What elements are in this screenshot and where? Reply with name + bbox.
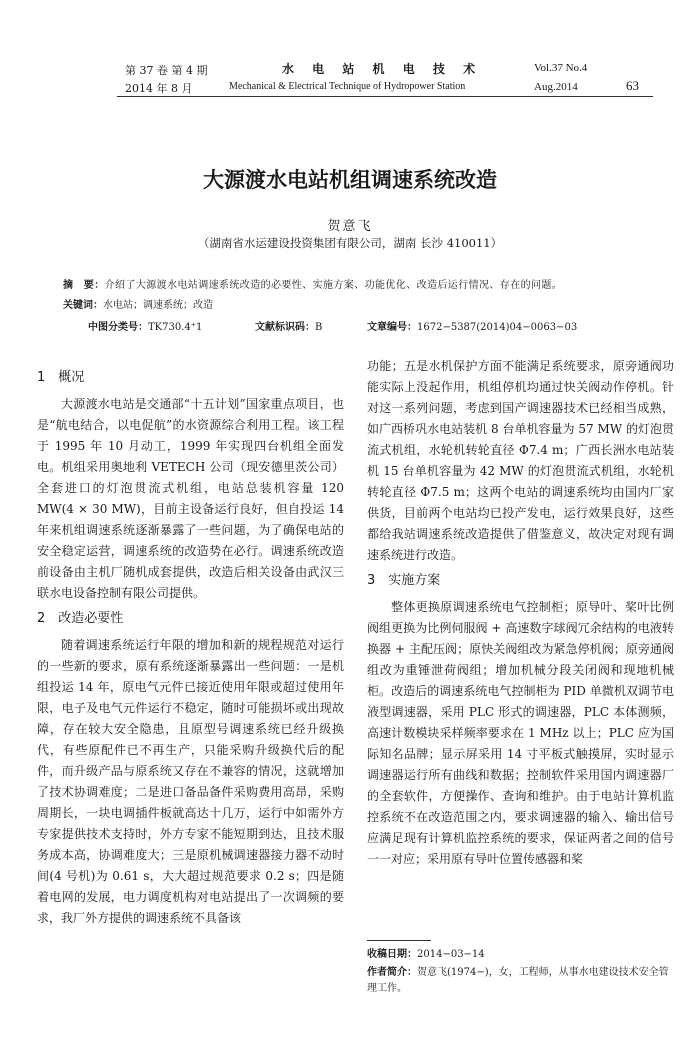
journal-volume-issue-english: Vol.37 No.4 (534, 62, 588, 74)
right-column (367, 356, 674, 870)
keywords (63, 296, 213, 311)
article-author: 贺意飞 (327, 219, 373, 234)
section-1-paragraph: 大源渡水电站是交通部“十五计划”国家重点项目，也是“航电结合，以电促航”的水资源综合利用工程。该工程于 1995 年 10 月动工，1999 年实现四台机组全面发电。机组采用奥地利 VETECH 公司（现安德里茨公司）全套进口的灯泡贯流式机组，电站总装机容量 120 MW(4 × 30 MW)，目前主设备运行良好，但自投运 14 年来机组调速系统逐渐暴露了一些问题，为了确保电站的安全稳定运营，调速系统的改造势在必行。调速系统改造前设备由主机厂随机成套提供，改造后相关设备由武汉三联水电设备控制有限公司提供。 (37, 397, 344, 600)
section-1-heading: 1 概况 (37, 370, 85, 385)
abstract (63, 276, 562, 291)
article-title: 大源渡水电站机组调速系统改造 (203, 168, 497, 192)
header-rule (117, 96, 653, 97)
page-number: 63 (626, 78, 639, 93)
keywords-text: 水电站；调速系统；改造 (103, 300, 213, 311)
article-number (367, 318, 577, 333)
abstract-label: 摘 要： (63, 280, 105, 291)
article-number-value: 1672−5387(2014)04−0063−03 (417, 322, 578, 333)
document-code (255, 318, 322, 333)
journal-date-english: Aug.2014 (534, 81, 578, 93)
abstract-text: 介绍了大源渡水电站调速系统改造的必要性、实施方案、功能优化、改造后运行情况、存在的问题。 (104, 280, 563, 291)
received-value: 2014−03−14 (417, 949, 485, 960)
journal-name: 水 电 站 机 电 技 术 (282, 62, 483, 76)
section-3-heading: 3 实施方案 (367, 573, 441, 588)
received-date (367, 947, 672, 963)
section-2-heading: 2 改造必要性 (37, 611, 124, 626)
author-bio-label: 作者简介： (367, 967, 417, 978)
footnote-rule (367, 940, 431, 941)
clc-number (88, 318, 202, 333)
section-3-paragraph: 整体更换原调速系统电气控制柜；原导叶、桨叶比例阀组更换为比例伺服阀 + 高速数字球阀冗余结构的电液转换器 + 主配压阀；原快关阀组改为紧急停机阀；原旁通阀组改为重锤泄荷阀组；增加机械分段关闭阀和现地机械柜。改造后的调速系统电气控制柜为 PID 单微机双调节电液型调速器，采用 PLC 形式的调速器，PLC 本体测频，高速计数模块采样频率要求在 1 MHz 以上；PLC 应为国际知名品牌；显示屏采用 14 寸平板式触摸屏，实时显示调速器运行所有曲线和数据；控制软件采用国内调速器厂的全套软件，方便操作、查询和维护。由于电站计算机监控系统不在改造范围之内，要求调速器的输入、输出信号应满足现有计算机监控系统的要求，保证两者之间的信号一一对应；采用原有导叶位置传感器和桨 (367, 600, 674, 866)
journal-volume-issue: 第 37 卷 第 4 期 (125, 64, 208, 77)
journal-date: 2014 年 8 月 (125, 82, 193, 95)
author-bio-value: 贺意飞(1974−)，女，工程师，从事水电建设技术安全管理工作。 (367, 967, 669, 994)
article-number-label: 文章编号： (367, 322, 417, 333)
author-affiliation: （湖南省水运建设投资集团有限公司，湖南 长沙 410011） (197, 236, 503, 250)
section-2-paragraph: 随着调速系统运行年限的增加和新的规程规范对运行的一些新的要求，原有系统逐渐暴露出一些问题：一是机组投运 14 年，原电气元件已接近使用年限或超过使用年限，电子及电气元件运行不稳定，随时可能损坏或出现故障，存在较大安全隐患，且原型号调速系统已经升级换代，有些原配件已不再生产，只能采购升级换代后的配件，而升级产品与原系统又存在不兼容的情况，这就增加了技术协调难度；二是进口备品备件采购费用高昂，采购周期长，一块电调插件板就高达十几万，运行中如需外方专家提供技术支持时，外方专家不能短期到达，且技术服务成本高，协调难度大；三是原机械调速器接力器不动时间(4 号机)为 0.61 s，大大超过规范要求 0.2 s；四是随着电网的发展，电力调度机构对电站提出了一次调频的要求，我厂外方提供的调速系统不具备该 (37, 638, 344, 925)
received-label: 收稿日期： (367, 949, 417, 960)
doc-code-value: B (315, 322, 323, 333)
clc-value: TK730.4⁺1 (148, 322, 203, 333)
doc-code-label: 文献标识码： (255, 322, 315, 333)
clc-label: 中图分类号： (88, 322, 148, 333)
journal-name-english: Mechanical & Electrical Technique of Hydropower Station (229, 81, 466, 92)
author-bio (367, 965, 672, 997)
keywords-label: 关键词： (63, 300, 103, 311)
section-2-paragraph-continued: 功能；五是水机保护方面不能满足系统要求，原旁通阀功能实际上没起作用，机组停机均通过快关阀动作停机。针对这一系列问题，考虑到国产调速器技术已经相当成熟，如广西桥巩水电站装机 8 台单机容量为 57 MW 的灯泡贯流式机组，水轮机转轮直径 Φ7.4 m；广西长洲水电站装机 15 台单机容量为 42 MW 的灯泡贯流式机组，水轮机转轮直径 Φ7.5 m；这两个电站的调速系统均由国内厂家供货，目前两个电站均已投产发电，运行效果良好，这些都给我站调速系统改造提供了借鉴意义，故决定对现有调速系统进行改造。 (367, 359, 674, 562)
left-column (37, 356, 344, 929)
